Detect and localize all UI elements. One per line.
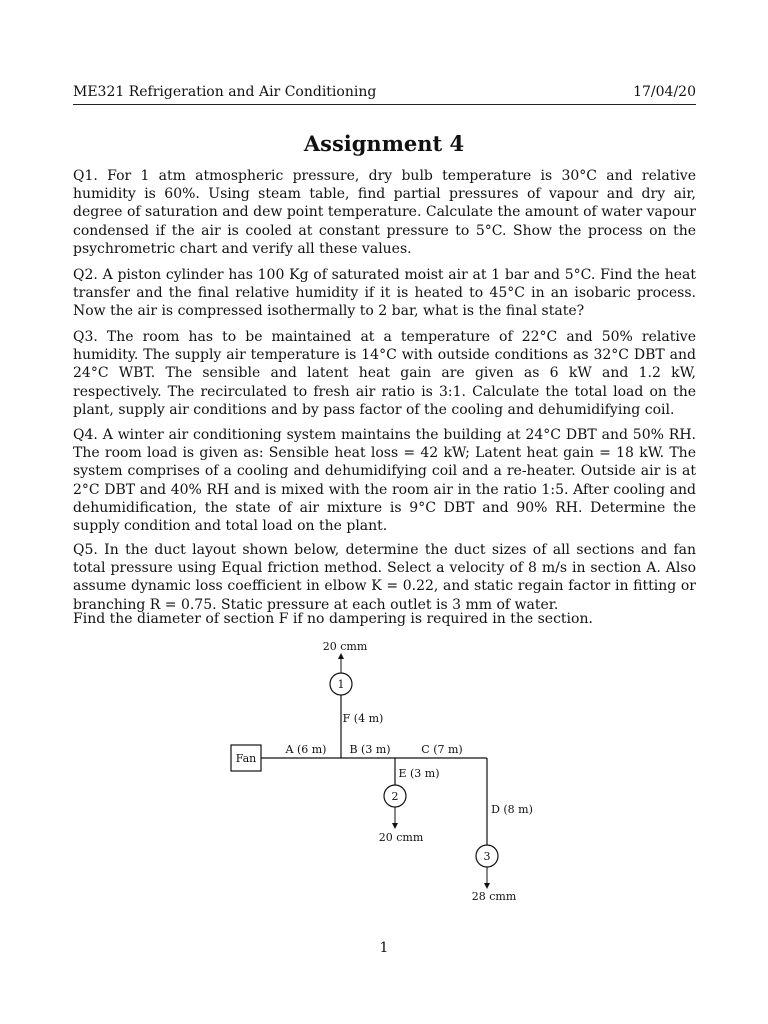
outlet-1-number: 1 — [337, 678, 345, 691]
outlet-2-number: 2 — [391, 790, 399, 803]
question-1: Q1. For 1 atm atmospheric pressure, dry bulb temperature is 30°C and relative humidity is 60%. Using steam table, find partial pressures of vapour and dry air, degree of saturation and dew point temperature. Calculate the amount of water vapour condensed if the air is cooled at constant pressure to 5°C. Show the process on the psychrometric chart and verify all these values. — [73, 168, 696, 257]
course-title: ME321 Refrigeration and Air Conditioning — [73, 84, 377, 100]
outlet-2-flow: 20 cmm — [378, 831, 424, 844]
outlet-1-flow: 20 cmm — [322, 640, 368, 653]
section-c-label: C (7 m) — [421, 743, 463, 756]
page-number: 1 — [379, 940, 389, 956]
section-a-label: A (6 m) — [285, 743, 327, 756]
outlet-3-number: 3 — [483, 850, 491, 863]
outlet-3-flow: 28 cmm — [471, 890, 517, 903]
header-date: 17/04/20 — [633, 84, 696, 100]
question-4: Q4. A winter air conditioning system maintains the building at 24°C DBT and 50% RH. The room load is given as: Sensible heat loss = 42 kW; Latent heat gain = 18 kW. The system comprises of a cooling and dehumidifying coil and a re-heater. Outside air is at 2°C DBT and 40% RH and is mixed with the room air in the ratio 1:5. After cooling and dehumidification, the state of air mixture is 9°C DBT and 90% RH. Determine the supply condition and total load on the plant. — [73, 427, 696, 535]
question-5: Q5. In the duct layout shown below, determine the duct sizes of all sections and fan total pressure using Equal friction method. Select a velocity of 8 m/s in section A. Also assume dynamic loss coefficient in elbow K = 0.22, and static regain factor in fitting or branching R = 0.75. Static pressure at each outlet is 3 mm of water. — [73, 542, 696, 613]
question-5-note: Find the diameter of section F if no dampering is required in the section. — [73, 611, 593, 627]
section-f-label: F (4 m) — [342, 712, 384, 725]
section-e-label: E (3 m) — [398, 767, 440, 780]
section-b-label: B (3 m) — [349, 743, 391, 756]
section-d-label: D (8 m) — [491, 803, 533, 816]
assignment-title: Assignment 4 — [303, 131, 465, 156]
question-2: Q2. A piston cylinder has 100 Kg of saturated moist air at 1 bar and 5°C. Find the heat transfer and the final relative humidity if it is heated to 45°C in an isobaric process. Now the air is compressed isothermally to 2 bar, what is the final state? — [73, 267, 696, 320]
fan-label: Fan — [235, 752, 257, 765]
question-3: Q3. The room has to be maintained at a temperature of 22°C and 50% relative humidity. The supply air temperature is 14°C with outside conditions as 32°C DBT and 24°C WBT. The sensible and latent heat gain are given as 6 kW and 1.2 kW, respectively. The recirculated to fresh air ratio is 3:1. Calculate the total load on the plant, supply air conditions and by pass factor of the cooling and dehumidifying coil. — [73, 329, 696, 418]
